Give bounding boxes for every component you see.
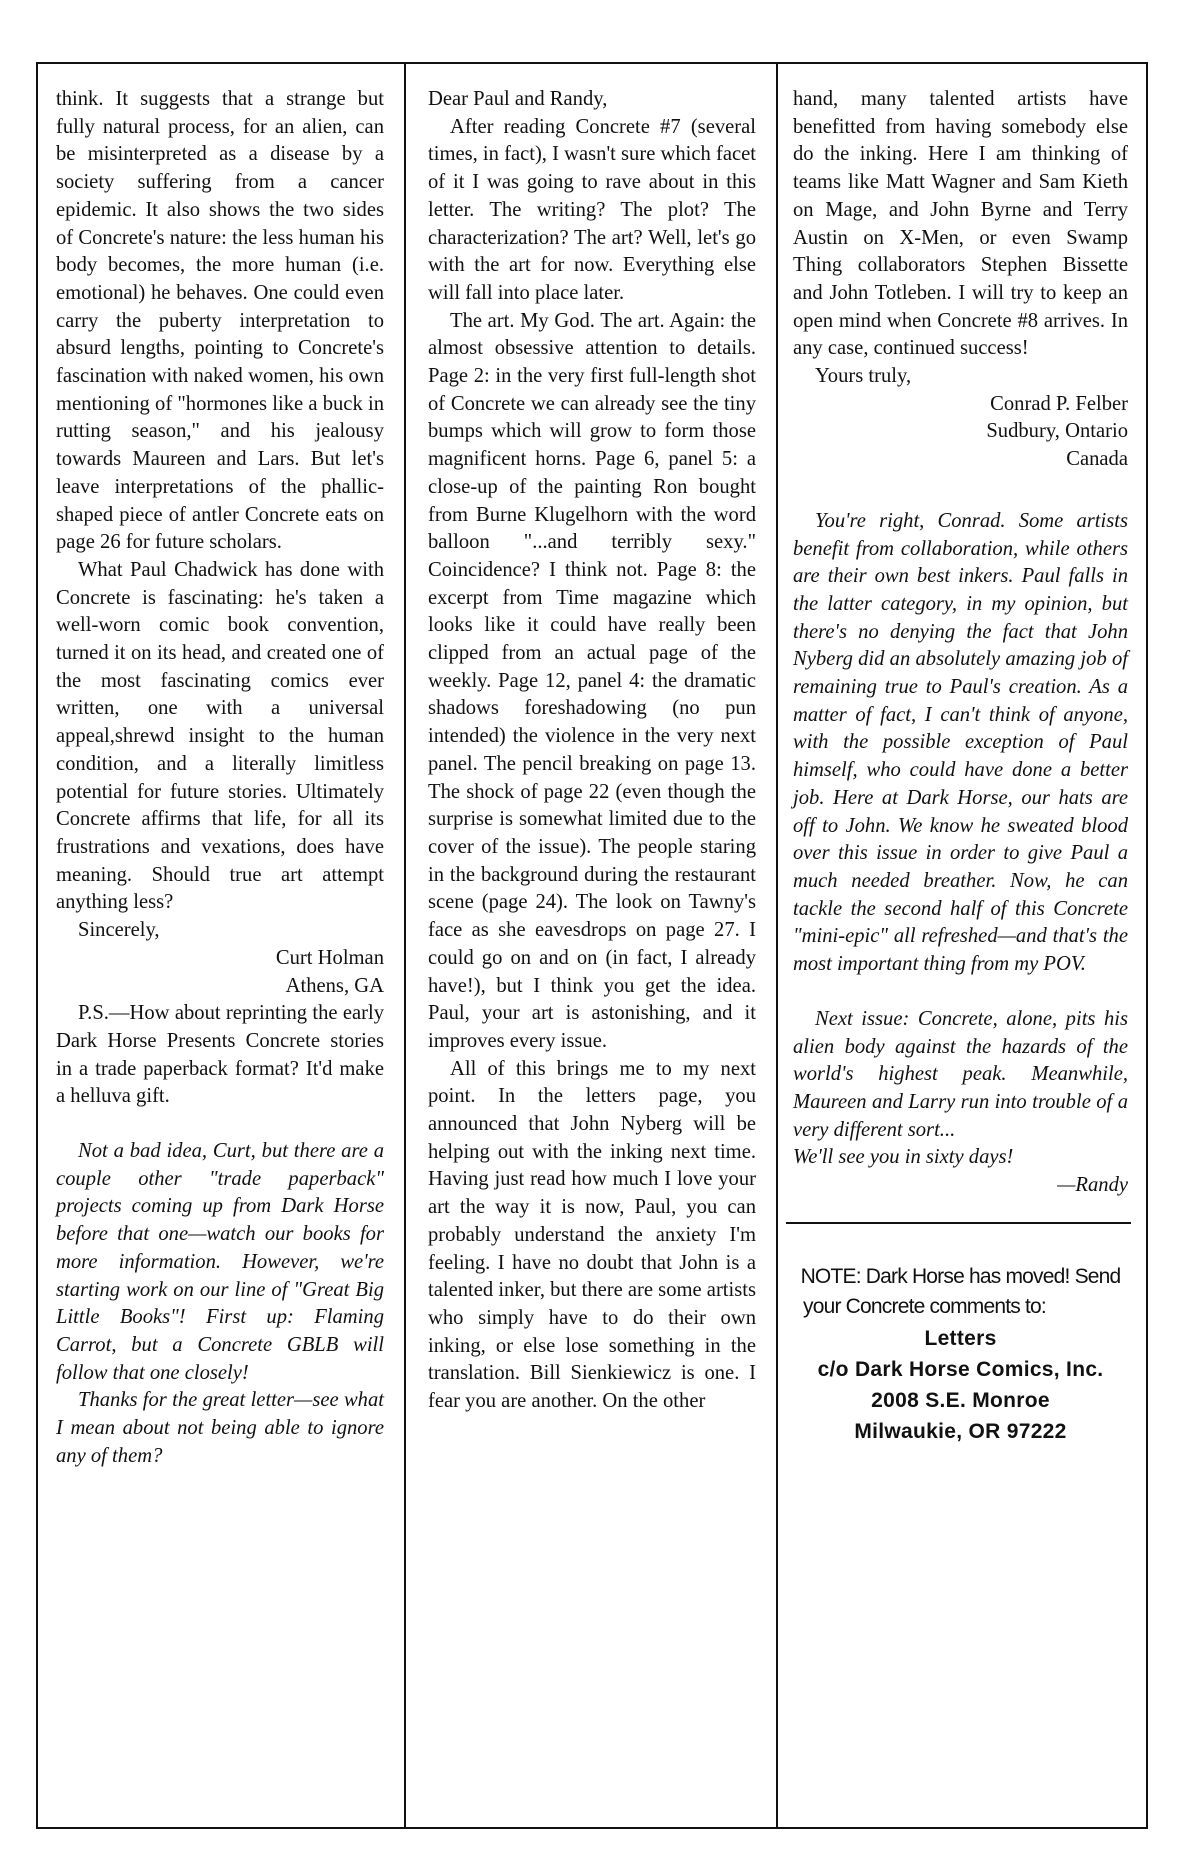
address-notice <box>793 1262 1128 1447</box>
mailing-address-line: Letters <box>924 1326 997 1350</box>
mailing-address-line: c/o Dark Horse Comics, Inc. <box>817 1357 1104 1381</box>
letter-greeting: Dear Paul and Randy, <box>428 88 608 110</box>
notice-line: NOTE: Dark Horse has moved! Send <box>800 1264 1121 1288</box>
letter-closing: Yours truly, <box>815 365 912 388</box>
letter-body-paragraph: The art. My God. The art. Again: the almost obsessive attention to details. Page 2: in the very first full-length shot of Concrete we can already see the tiny bumps which will grow to form those magnificent horns. Page 6, panel 5: a close-up of the painting Ron bought from Burne Klugelhorn with the word balloon "...and terribly sexy." Coincidence? I think not. Page 8: the excerpt from Time magazine which looks like it could have really been clipped from an actual page of the weekly. Page 12, panel 4: the dramatic shadows foreshadowing (no pun intended) the violence in the very next panel. The pencil breaking on page 13. The shock of page 22 (even though the surprise is somewhat limited due to the cover of the issue). The people staring in the background during the restaurant scene (page 24). The look on Tawny's face as she eavesdrops on page 27. I could go on and on (in fact, I already have!), but I think you get the idea. Paul, your art is astonishing, and it improves every issue. <box>428 309 756 1052</box>
postscript: P.S.—How about reprinting the early Dark Horse Presents Concrete stories in a trade paperback format? It'd make a helluva gift. <box>56 1002 384 1108</box>
see-you-line: We'll see you in sixty days! <box>793 1146 1014 1169</box>
letter-body-paragraph: What Paul Chadwick has done with Concrete is fascinating: he's taken a well-worn comic book convention, turned it on its head, and created one of the most fascinating comics ever written, one with a universal appeal,shrewd insight to the human condition, and a literally limitless potential for future stories. Ultimately Concrete affirms that life, for all its frustrations and vexations, does have meaning. Should true art attempt anything less? <box>56 558 384 914</box>
letter-body-paragraph: hand, many talented artists have benefitted from having somebody else do the inking. Here I am thinking of teams like Matt Wagner and Sam Kieth on Mage, and John Byrne and Terry Austin on X-Men, or even Swamp Thing collaborators Stephen Bissette and John Totleben. I will try to keep an open mind when Concrete #8 arrives. In any case, continued success! <box>793 88 1128 360</box>
letter-body-paragraph: think. It suggests that a strange but fully natural process, for an alien, can be misinterpreted as a disease by a society suffering from a cancer epidemic. It also shows the two sides of Concrete's nature: the less human his body becomes, the more human (i.e. emotional) he behaves. One could even carry the puberty interpretation to absurd lengths, pointing to Concrete's fascination with naked women, his own mentioning of "hormones like a buck in rutting season," and his jealousy towards Maureen and Lars. But let's leave interpretations of the phallic-shaped piece of antler Concrete eats on page 26 for future scholars. <box>56 88 384 554</box>
letter-closing: Sincerely, <box>78 919 160 942</box>
next-issue-blurb: Next issue: Concrete, alone, pits his alien body against the hazards of the world's highest peak. Meanwhile, Maureen and Larry run into trouble of a very different sort... <box>793 1007 1128 1141</box>
editor-response: You're right, Conrad. Some artists benefit from collaboration, while others are their own best inkers. Paul falls in the latter category, in my opinion, but there's no denying the fact that John Nyberg did an absolutely amazing job of remaining true to Paul's creation. As a matter of fact, I can't think of anyone, with the possible exception of Paul himself, who could have done a better job. Here at Dark Horse, our hats are off to John. We know he sweated blood over this issue in order to give Paul a much needed breather. Now, he can tackle the second half of this Concrete "mini-epic" all refreshed—and that's the most important thing from my POV. <box>793 509 1128 976</box>
editor-signoff: —Randy <box>1057 1174 1128 1197</box>
signature-name: Curt Holman <box>275 946 384 969</box>
signature-country: Canada <box>1066 448 1128 471</box>
letter-body-paragraph: After reading Concrete #7 (several times, in fact), I wasn't sure which facet of it I was going to rave about in this letter. The writing? The plot? The characterization? The art? Well, let's go with the art for now. Everything else will fall into place later. <box>428 115 756 304</box>
signature-name: Conrad P. Felber <box>990 392 1128 415</box>
signature-location: Athens, GA <box>285 974 384 997</box>
letter-column-3 <box>778 62 1148 1829</box>
notice-line: your Concrete comments to: <box>803 1295 1046 1319</box>
letter-column-1 <box>36 62 406 1829</box>
letter-body-paragraph: All of this brings me to my next point. In the letters page, you announced that John Nyberg will be helping out with the inking next time. Having just read how much I love your art the way it is now, Paul, you can probably understand the anxiety I'm feeling. I have no doubt that John is a talented inker, but there are some artists who simply have to do their own inking, or else lose something in the translation. Bill Sienkiewicz is one. I fear you are another. On the other <box>428 1057 756 1413</box>
editor-response: Not a bad idea, Curt, but there are a couple other "trade paperback" projects coming up from Dark Horse before that one—watch our books for more information. However, we're starting work on our line of "Great Big Little Books"! First up: Flaming Carrot, but a Concrete GBLB will follow that one closely! <box>56 1140 384 1384</box>
section-divider <box>786 1222 1131 1224</box>
mailing-address-line: Milwaukie, OR 97222 <box>854 1419 1067 1443</box>
letter-column-2 <box>406 62 778 1829</box>
signature-location: Sudbury, Ontario <box>986 420 1128 443</box>
mailing-address-line: 2008 S.E. Monroe <box>871 1388 1050 1412</box>
editor-response: Thanks for the great letter—see what I mean about not being able to ignore any of them? <box>56 1389 384 1467</box>
